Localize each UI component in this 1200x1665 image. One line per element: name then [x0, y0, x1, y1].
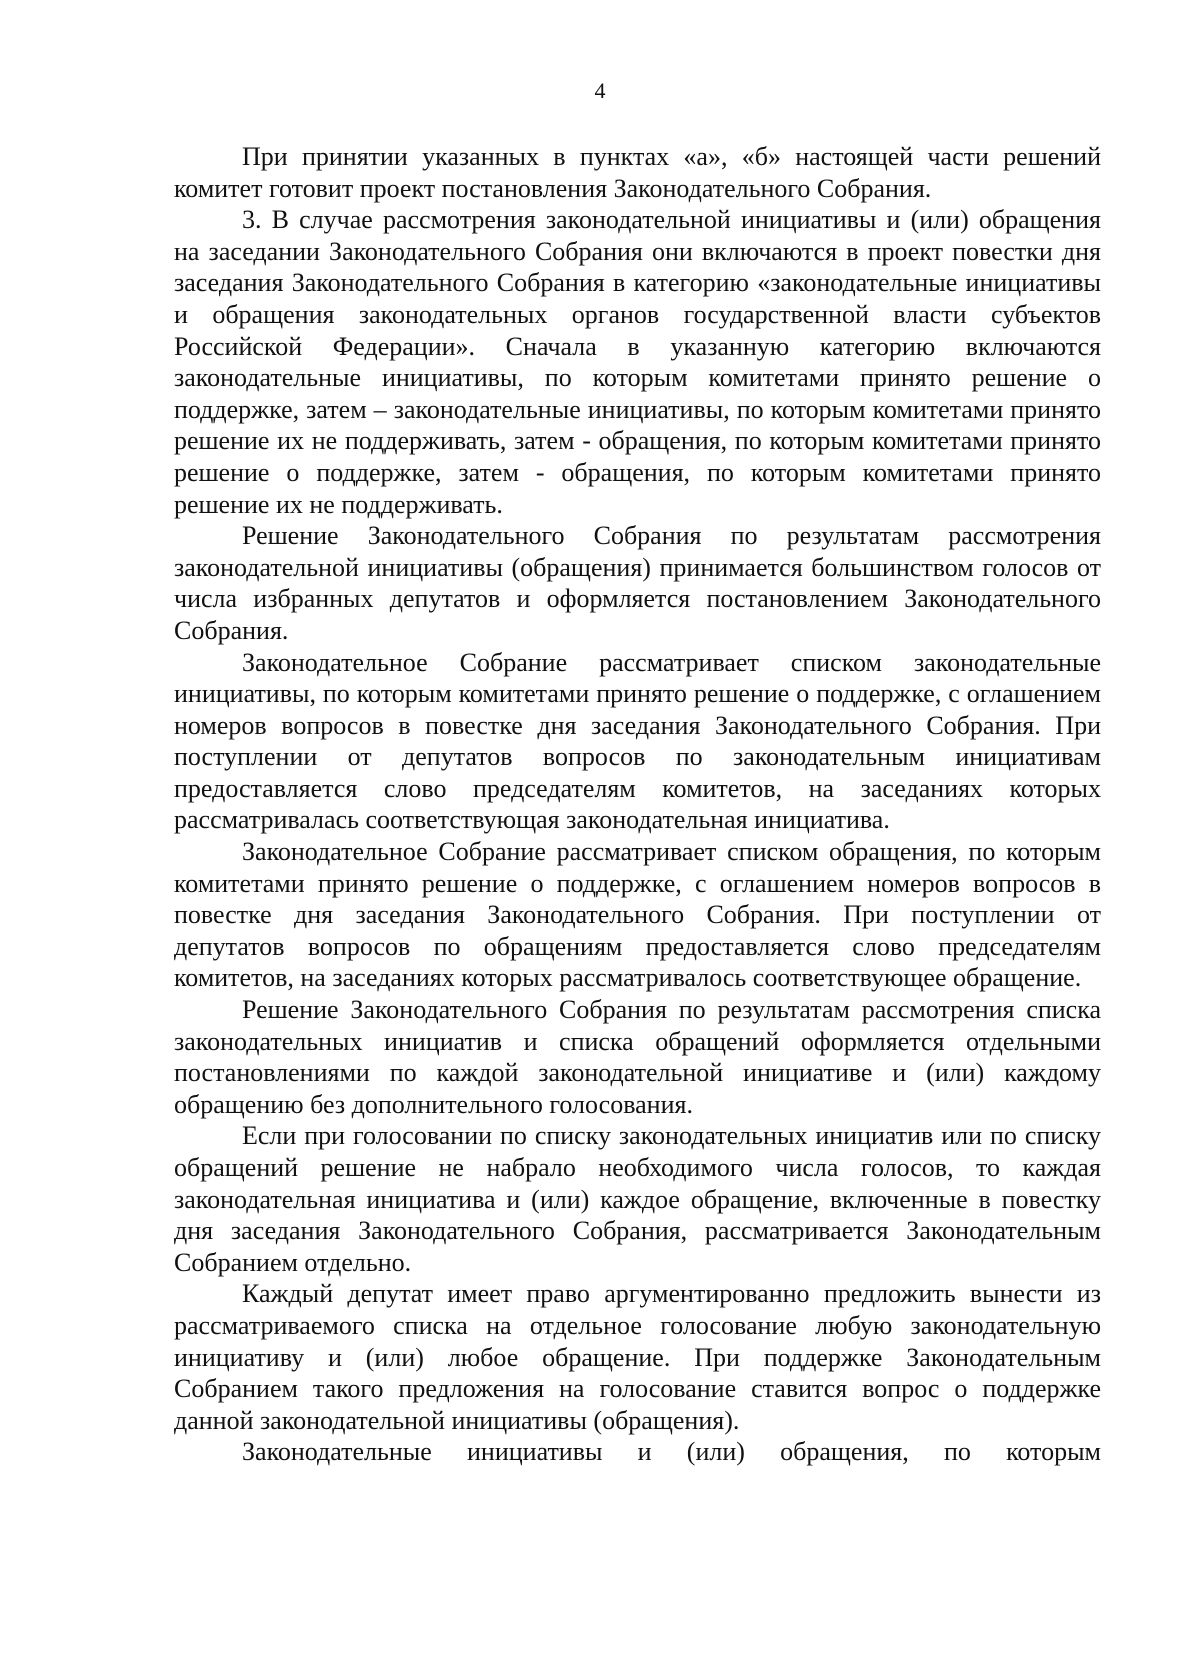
paragraph-agenda-category: 3. В случае рассмотрения законодательной инициативы и (или) обращения на заседании Законодательного Собрания они включаются в проект повестки дня заседания Законодательного Собрания в категорию «законодательные инициативы и обращения законодательных органов государственной власти субъектов Российской Федерации». Сначала в указанную категорию включаются законодательные инициативы, по которым комитетами принято решение о поддержке, затем – законодательные инициативы, по которым комитетами принято решение их не поддерживать, затем - обращения, по которым комитетами принято решение о поддержке, затем - обращения, по которым комитетами принято решение их не поддерживать.	[174, 205, 1101, 519]
paragraph-failed-vote: Если при голосовании по списку законодательных инициатив или по списку обращений решение не набрало необходимого числа голосов, то каждая законодательная инициатива и (или) каждое обращение, включенные в повестку дня заседания Законодательного Собрания, рассматривается Законодательным Собранием отдельно.	[174, 1121, 1101, 1277]
paragraph-committee-draft: При принятии указанных в пунктах «а», «б» настоящей части решений комитет готовит проект постановления Законодательного Собрания.	[174, 142, 1101, 203]
paragraph-decision-majority: Решение Законодательного Собрания по результатам рассмотрения законодательной инициативы (обращения) принимается большинством голосов от числа избранных депутатов и оформляется постановлением Законодательного Собрания.	[174, 521, 1101, 645]
paragraph-initiatives-list: Законодательное Собрание рассматривает списком законодательные инициативы, по которым комитетами принято решение о поддержке, с оглашением номеров вопросов в повестке дня заседания Законодательного Собрания. При поступлении от депутатов вопросов по законодательным инициативам предоставляется слово председателям комитетов, на заседаниях которых рассматривалась соответствующая законодательная инициатива.	[174, 647, 1101, 835]
paragraph-continuation: Законодательные инициативы и (или) обращения, по которым	[242, 1437, 1101, 1467]
page-number: 4	[594, 78, 606, 103]
paragraph-appeals-list: Законодательное Собрание рассматривает списком обращения, по которым комитетами принято решение о поддержке, с оглашением номеров вопросов в повестке дня заседания Законодательного Собрания. При поступлении от депутатов вопросов по обращениям предоставляется слово председателям комитетов, на заседаниях которых рассматривалось соответствующее обращение.	[174, 837, 1101, 993]
paragraph-separate-resolutions: Решение Законодательного Собрания по результатам рассмотрения списка законодательных инициатив и списка обращений оформляется отдельными постановлениями по каждой законодательной инициативе и (или) каждому обращению без дополнительного голосования.	[174, 995, 1101, 1119]
paragraph-separate-vote-proposal: Каждый депутат имеет право аргументированно предложить вынести из рассматриваемого списка на отдельное голосование любую законодательную инициативу и (или) любое обращение. При поддержке Законодательным Собранием такого предложения на голосование ставится вопрос о поддержке данной законодательной инициативы (обращения).	[174, 1279, 1101, 1435]
document-body	[174, 141, 1101, 1468]
